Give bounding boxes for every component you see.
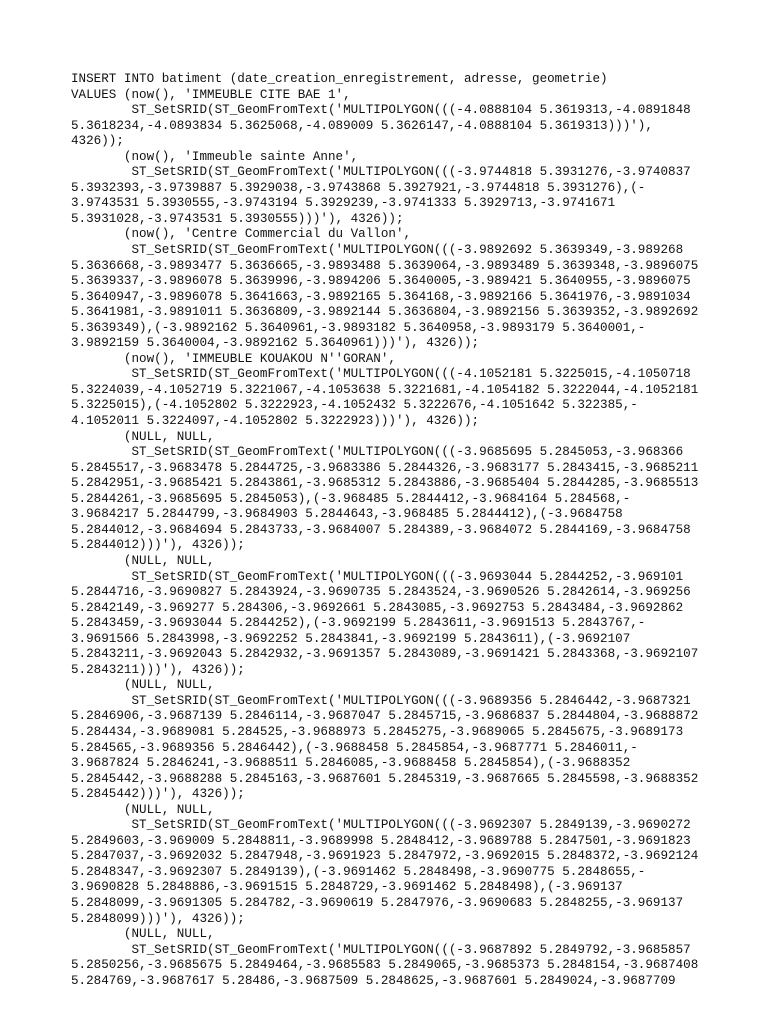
code-line: 5.2848099,-3.9691305 5.284782,-3.9690619 5.2847976,-3.9690683 5.2848255,-3.969137 (71, 895, 684, 910)
code-line: INSERT INTO batiment (date_creation_enregistrement, adresse, geometrie) (71, 72, 608, 86)
code-line: 4.1052011 5.3224097,-4.1052802 5.3222923)))'), 4326)); (71, 414, 480, 429)
code-line: ST_SetSRID(ST_GeomFromText('MULTIPOLYGON(((-3.9693044 5.2844252,-3.969101 (71, 569, 684, 584)
code-line: ST_SetSRID(ST_GeomFromText('MULTIPOLYGON(((-3.9689356 5.2846442,-3.9687321 (71, 693, 691, 708)
code-line: 5.2845517,-3.9683478 5.2844725,-3.9683386 5.2844326,-3.9683177 5.2843415,-3.9685211 (71, 460, 699, 475)
code-line: 5.2844012)))'), 4326)); (71, 538, 245, 553)
code-line: (now(), 'Centre Commercial du Vallon', (71, 227, 412, 242)
code-line: 5.2845442)))'), 4326)); (71, 787, 245, 802)
sql-document (71, 72, 701, 989)
code-line: ST_SetSRID(ST_GeomFromText('MULTIPOLYGON(((-3.9692307 5.2849139,-3.9690272 (71, 818, 691, 833)
code-line: 5.284769,-3.9687617 5.28486,-3.9687509 5.2848625,-3.9687601 5.2849024,-3.9687709 (71, 973, 676, 988)
code-line: 5.2842951,-3.9685421 5.2843861,-3.9685312 5.2843886,-3.9685404 5.2844285,-3.9685513 (71, 476, 699, 491)
code-line: ST_SetSRID(ST_GeomFromText('MULTIPOLYGON(((-3.9892692 5.3639349,-3.989268 (71, 243, 684, 258)
code-line: 5.2843211)))'), 4326)); (71, 662, 245, 677)
code-line: 5.3639349),(-3.9892162 5.3640961,-3.9893182 5.3640958,-3.9893179 5.3640001,- (71, 320, 646, 335)
code-line: (NULL, NULL, (71, 802, 215, 817)
code-line: 3.9690828 5.2848886,-3.9691515 5.2848729,-3.9691462 5.2848498),(-3.969137 (71, 880, 623, 895)
code-line: 3.9892159 5.3640004,-3.9892162 5.3640961)))'), 4326)); (71, 336, 480, 351)
code-line: ST_SetSRID(ST_GeomFromText('MULTIPOLYGON(((-3.9685695 5.2845053,-3.968366 (71, 445, 684, 460)
code-line: (now(), 'Immeuble sainte Anne', (71, 149, 359, 164)
code-line: 5.3224039,-4.1052719 5.3221067,-4.1053638 5.3221681,-4.1054182 5.3222044,-4.1052181 (71, 382, 699, 397)
code-line: 3.9691566 5.2843998,-3.9692252 5.2843841,-3.9692199 5.2843611),(-3.9692107 (71, 631, 631, 646)
code-line: 5.2848347,-3.9692307 5.2849139),(-3.9691462 5.2848498,-3.9690775 5.2848655,- (71, 864, 646, 879)
code-line: 5.284434,-3.9689081 5.284525,-3.9688973 5.2845275,-3.9689065 5.2845675,-3.9689173 (71, 724, 684, 739)
code-line: 5.2845442,-3.9688288 5.2845163,-3.9687601 5.2845319,-3.9687665 5.2845598,-3.9688352 (71, 771, 699, 786)
code-line: (NULL, NULL, (71, 429, 215, 444)
code-line: 5.2844012,-3.9684694 5.2843733,-3.9684007 5.284389,-3.9684072 5.2844169,-3.9684758 (71, 522, 691, 537)
code-line: 5.3931028,-3.9743531 5.3930555)))'), 4326)); (71, 211, 404, 226)
code-line: (NULL, NULL, (71, 927, 215, 942)
code-line: 5.2847037,-3.9692032 5.2847948,-3.9691923 5.2847972,-3.9692015 5.2848372,-3.9692124 (71, 849, 699, 864)
code-line: 5.3618234,-4.0893834 5.3625068,-4.089009 5.3626147,-4.0888104 5.3619313)))'), (71, 118, 653, 133)
code-line: 3.9687824 5.2846241,-3.9688511 5.2846085,-3.9688458 5.2845854),(-3.9688352 (71, 756, 631, 771)
code-line: VALUES (now(), 'IMMEUBLE CITE BAE 1', (71, 87, 351, 102)
code-line: 3.9743531 5.3930555,-3.9743194 5.3929239,-3.9741333 5.3929713,-3.9741671 (71, 196, 616, 211)
code-line: 5.2843211,-3.9692043 5.2842932,-3.9691357 5.2843089,-3.9691421 5.2843368,-3.9692107 (71, 647, 699, 662)
code-line: 4326)); (71, 134, 124, 149)
code-line: ST_SetSRID(ST_GeomFromText('MULTIPOLYGON(((-3.9744818 5.3931276,-3.9740837 (71, 165, 691, 180)
code-line: (NULL, NULL, (71, 678, 215, 693)
code-line: 5.2844716,-3.9690827 5.2843924,-3.9690735 5.2843524,-3.9690526 5.2842614,-3.969256 (71, 585, 691, 600)
code-line: ST_SetSRID(ST_GeomFromText('MULTIPOLYGON(((-4.0888104 5.3619313,-4.0891848 (71, 103, 691, 118)
code-line: 5.2842149,-3.969277 5.284306,-3.9692661 5.2843085,-3.9692753 5.2843484,-3.9692862 (71, 600, 684, 615)
code-line: (NULL, NULL, (71, 553, 215, 568)
code-line: ST_SetSRID(ST_GeomFromText('MULTIPOLYGON(((-4.1052181 5.3225015,-4.1050718 (71, 367, 691, 382)
code-line: 5.2849603,-3.969009 5.2848811,-3.9689998 5.2848412,-3.9689788 5.2847501,-3.9691823 (71, 833, 691, 848)
code-line: 5.2844261,-3.9685695 5.2845053),(-3.968485 5.2844412,-3.9684164 5.284568,- (71, 491, 631, 506)
code-line: 3.9684217 5.2844799,-3.9684903 5.2844643,-3.968485 5.2844412),(-3.9684758 (71, 507, 623, 522)
code-line: 5.3225015),(-4.1052802 5.3222923,-4.1052432 5.3222676,-4.1051642 5.322385,- (71, 398, 638, 413)
code-line: (now(), 'IMMEUBLE KOUAKOU N''GORAN', (71, 351, 396, 366)
code-line: 5.3932393,-3.9739887 5.3929038,-3.9743868 5.3927921,-3.9744818 5.3931276),(- (71, 180, 646, 195)
code-line: 5.3636668,-3.9893477 5.3636665,-3.9893488 5.3639064,-3.9893489 5.3639348,-3.9896075 (71, 258, 699, 273)
code-line: 5.3639337,-3.9896078 5.3639996,-3.9894206 5.3640005,-3.989421 5.3640955,-3.9896075 (71, 274, 691, 289)
code-line: 5.2848099)))'), 4326)); (71, 911, 245, 926)
code-line: 5.3641981,-3.9891011 5.3636809,-3.9892144 5.3636804,-3.9892156 5.3639352,-3.9892692 (71, 305, 699, 320)
code-line: 5.284565,-3.9689356 5.2846442),(-3.9688458 5.2845854,-3.9687771 5.2846011,- (71, 740, 638, 755)
code-line: 5.2846906,-3.9687139 5.2846114,-3.9687047 5.2845715,-3.9686837 5.2844804,-3.9688872 (71, 709, 699, 724)
code-line: 5.2850256,-3.9685675 5.2849464,-3.9685583 5.2849065,-3.9685373 5.2848154,-3.9687408 (71, 958, 699, 973)
code-line: ST_SetSRID(ST_GeomFromText('MULTIPOLYGON(((-3.9687892 5.2849792,-3.9685857 (71, 942, 691, 957)
code-line: 5.2843459,-3.9693044 5.2844252),(-3.9692199 5.2843611,-3.9691513 5.2843767,- (71, 616, 646, 631)
code-line: 5.3640947,-3.9896078 5.3641663,-3.9892165 5.364168,-3.9892166 5.3641976,-3.9891034 (71, 289, 691, 304)
